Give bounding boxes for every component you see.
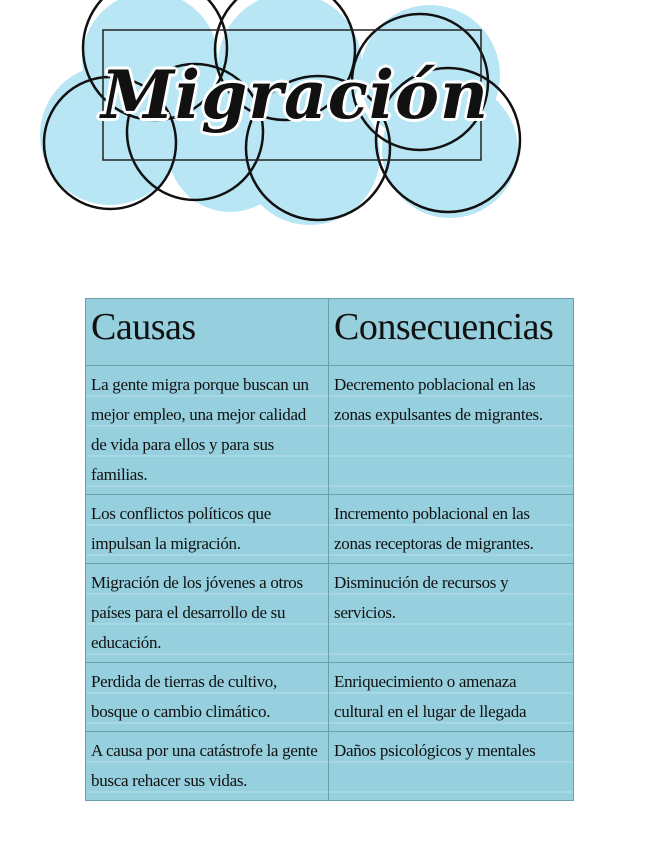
table-row — [86, 495, 574, 564]
consequence-cell: Enriquecimiento o amenaza cultural en el lugar de llegada — [329, 663, 574, 732]
table-header-row — [86, 299, 574, 366]
causes-consequences-table — [85, 298, 574, 801]
table-row — [86, 732, 574, 801]
table-row — [86, 564, 574, 663]
column-header-consecuencias: Consecuencias — [329, 299, 574, 366]
cause-cell: A causa por una catástrofe la gente busca rehacer sus vidas. — [86, 732, 329, 801]
table-row — [86, 366, 574, 495]
consequence-cell: Disminución de recursos y servicios. — [329, 564, 574, 663]
title-banner — [0, 0, 655, 230]
cause-cell: La gente migra porque buscan un mejor empleo, una mejor calidad de vida para ellos y para sus familias. — [86, 366, 329, 495]
cause-cell: Migración de los jóvenes a otros países para el desarrollo de su educación. — [86, 564, 329, 663]
page-title: Migración — [100, 56, 490, 134]
column-header-causas: Causas — [86, 299, 329, 366]
table-row — [86, 663, 574, 732]
consequence-cell: Daños psicológicos y mentales — [329, 732, 574, 801]
consequence-cell: Decremento poblacional en las zonas expulsantes de migrantes. — [329, 366, 574, 495]
cause-cell: Perdida de tierras de cultivo, bosque o cambio climático. — [86, 663, 329, 732]
cause-cell: Los conflictos políticos que impulsan la migración. — [86, 495, 329, 564]
consequence-cell: Incremento poblacional en las zonas receptoras de migrantes. — [329, 495, 574, 564]
